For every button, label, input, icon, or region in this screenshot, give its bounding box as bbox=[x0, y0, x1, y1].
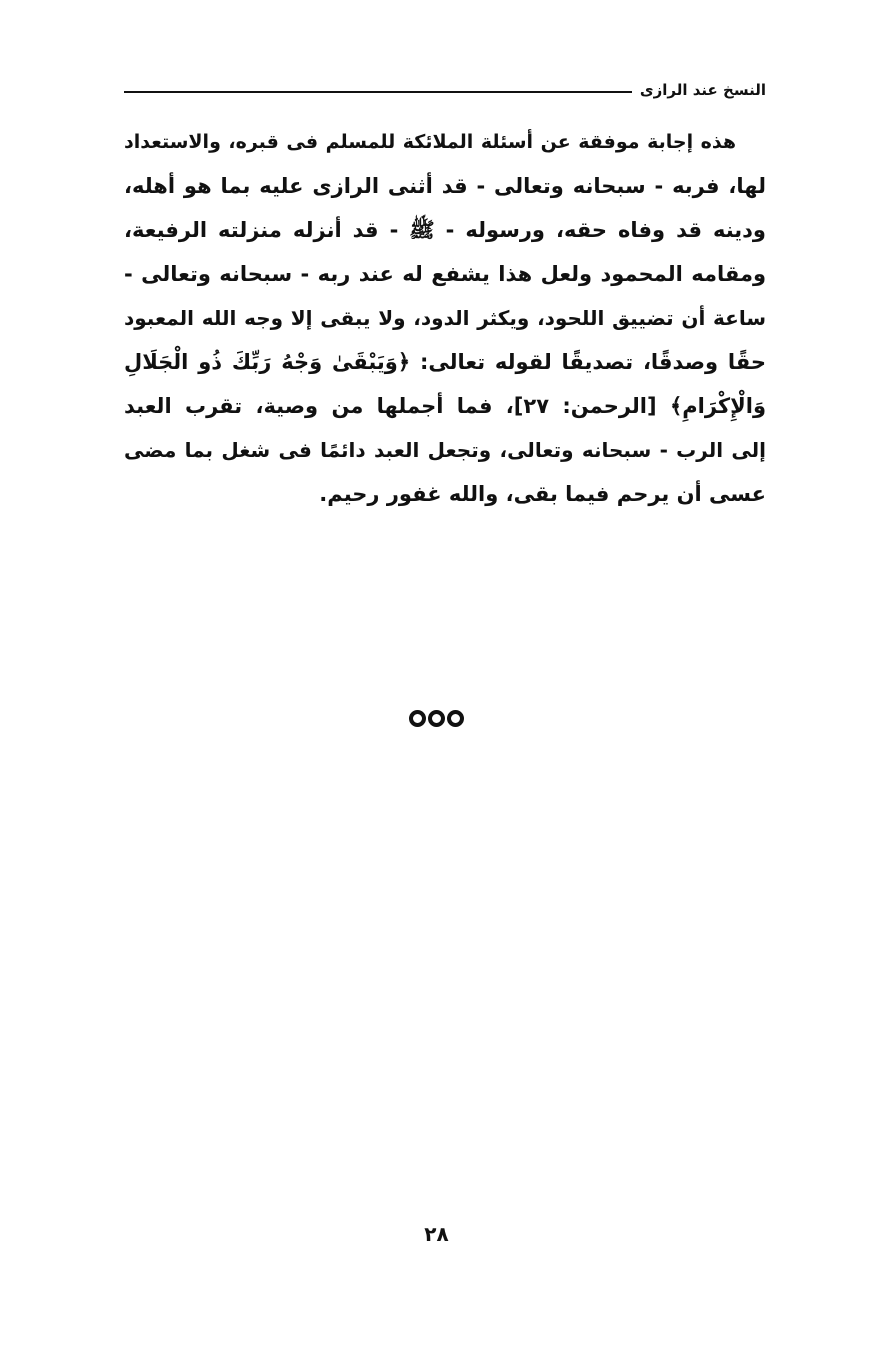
text-line: هذه إجابة موفقة عن أسئلة الملائكة للمسلم فى قبره، والاستعداد bbox=[124, 131, 736, 153]
header-rule bbox=[124, 91, 632, 93]
ring-icon bbox=[447, 710, 464, 727]
page-number: ٢٨ bbox=[424, 1222, 449, 1246]
text-line: ساعة أن تضييق اللحود، ويكثر الدود، ولا يبقى إلا وجه الله المعبود bbox=[124, 306, 766, 330]
ring-icon bbox=[409, 710, 426, 727]
three-rings-separator-icon bbox=[0, 710, 873, 727]
text-line: ودينه قد وفاه حقه، ورسوله - ﷺ - قد أنزله منزلته الرفيعة، bbox=[124, 218, 766, 242]
text-line: وَالْإِكْرَامِ﴾ [الرحمن: ٢٧]، فما أجملها من وصية، تقرب العبد bbox=[124, 394, 766, 418]
text-line: إلى الرب - سبحانه وتعالى، وتجعل العبد دائمًا فى شغل بما مضى bbox=[124, 438, 766, 462]
text-line: حقًا وصدقًا، تصديقًا لقوله تعالى: ﴿وَيَبْقَىٰ وَجْهُ رَبِّكَ ذُو الْجَلَالِ bbox=[124, 350, 766, 374]
text-line: لها، فربه - سبحانه وتعالى - قد أثنى الرازى عليه بما هو أهله، bbox=[124, 174, 766, 198]
ring-icon bbox=[428, 710, 445, 727]
running-header-title: النسخ عند الرازى bbox=[639, 81, 766, 99]
text-line: عسى أن يرحم فيما بقى، والله غفور رحيم. bbox=[319, 482, 766, 506]
text-line: ومقامه المحمود ولعل هذا يشفع له عند ربه - سبحانه وتعالى - bbox=[124, 262, 766, 286]
body-paragraph bbox=[124, 120, 766, 516]
running-header bbox=[124, 78, 766, 102]
